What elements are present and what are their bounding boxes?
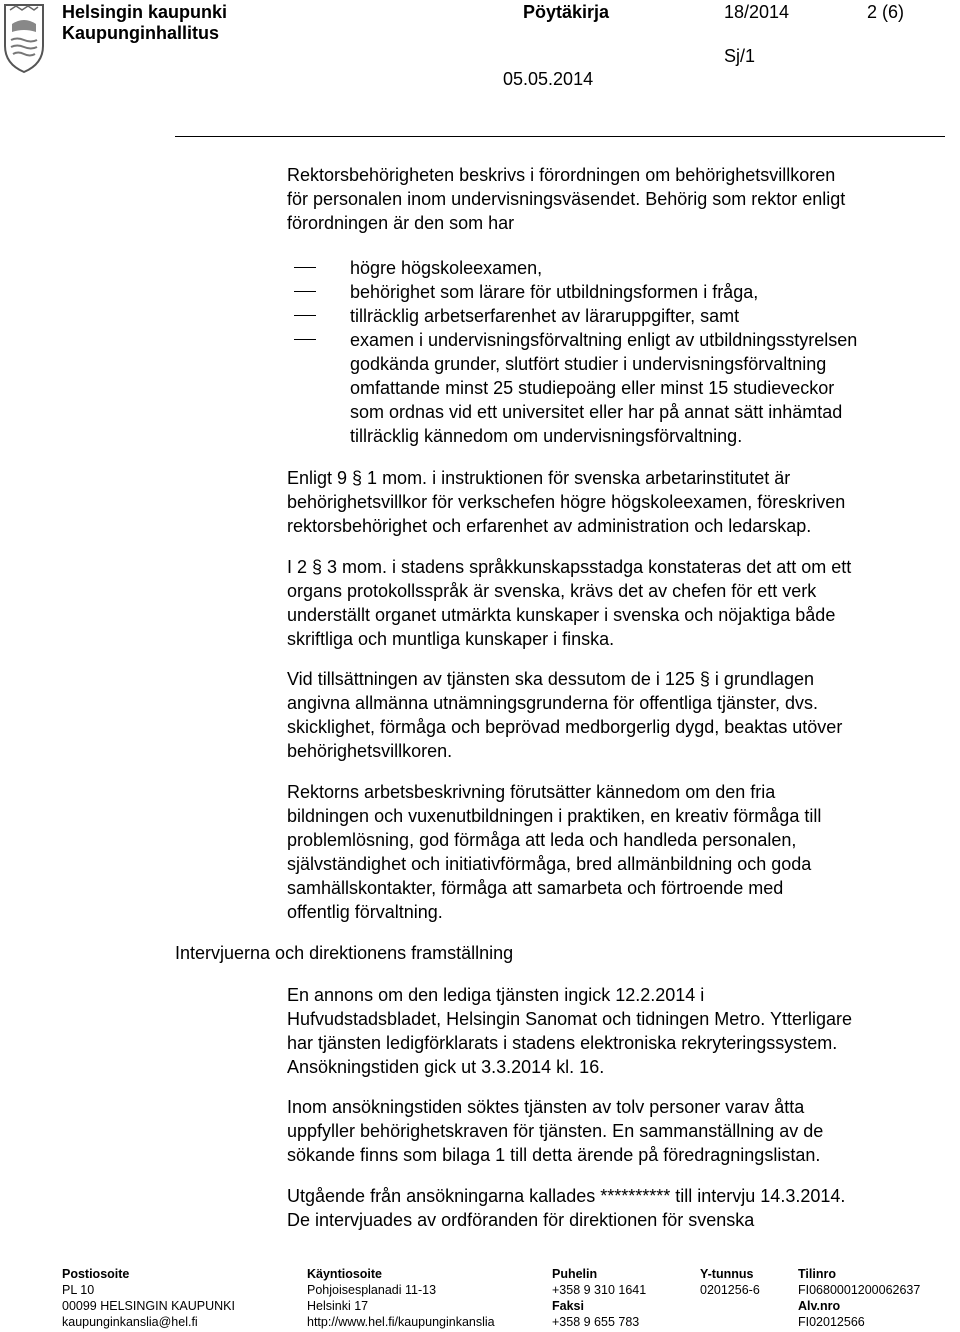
footer-label: Alv.nro bbox=[798, 1299, 841, 1313]
footer-label: Puhelin bbox=[552, 1267, 598, 1281]
list-item-text: godkända grunder, slutfört studier i undervisningsförvaltning bbox=[350, 354, 827, 374]
text-line: Enligt 9 § 1 mom. i instruktionen för svenska arbetarinstitutet är bbox=[287, 468, 791, 488]
text-line: Vid tillsättningen av tjänsten ska dessutom de i 125 § i grundlagen bbox=[287, 669, 815, 689]
dash-icon bbox=[294, 339, 316, 340]
footer-label: Käyntiosoite bbox=[307, 1267, 383, 1281]
header-org: Helsingin kaupunki bbox=[62, 2, 228, 22]
text-line: har tjänsten ledigförklarats i stadens elektroniska rekryteringssystem. bbox=[287, 1033, 838, 1053]
list-item-text: tillräcklig kännedom om undervisningsförvaltning. bbox=[350, 426, 743, 446]
paragraph-6 bbox=[287, 983, 852, 1079]
paragraph-1 bbox=[287, 163, 845, 235]
footer-value: FI0680001200062637 bbox=[798, 1283, 921, 1297]
footer-value: Pohjoisesplanadi 11-13 bbox=[307, 1283, 437, 1297]
footer-account bbox=[798, 1266, 920, 1330]
text-line: De intervjuades av ordföranden för direktionen för svenska bbox=[287, 1210, 755, 1230]
text-line: Rektorsbehörigheten beskrivs i förordningen om behörighetsvillkoren bbox=[287, 165, 836, 185]
requirements-list bbox=[287, 256, 857, 448]
footer-value: Helsinki 17 bbox=[307, 1299, 369, 1313]
text-line: problemlösning, god förmåga att leda och handleda personalen, bbox=[287, 830, 797, 850]
list-item-continuation bbox=[287, 352, 857, 376]
list-item bbox=[287, 328, 857, 352]
text-line: sökande finns som bilaga 1 till detta ärende på föredragningslistan. bbox=[287, 1145, 821, 1165]
text-line: I 2 § 3 mom. i stadens språkkunskapsstadga konstateras det att om ett bbox=[287, 557, 852, 577]
header-rule bbox=[175, 136, 945, 137]
text-line: Hufvudstadsbladet, Helsingin Sanomat och tidningen Metro. Ytterligare bbox=[287, 1009, 852, 1029]
list-item-text: behörighet som lärare för utbildningsformen i fråga, bbox=[350, 282, 759, 302]
paragraph-3 bbox=[287, 555, 851, 651]
header-item: Sj/1 bbox=[724, 46, 756, 66]
list-item-text: som ordnas vid ett universitet eller har på annat sätt inhämtad bbox=[350, 402, 843, 422]
text-line: bildningen och vuxenutbildningen i praktiken, en kreativ förmåga till bbox=[287, 806, 822, 826]
text-line: Utgående från ansökningarna kallades ********** till intervju 14.3.2014. bbox=[287, 1186, 846, 1206]
text-line: för personalen inom undervisningsväsendet. Behörig som rektor enligt bbox=[287, 189, 846, 209]
text-line: organs protokollsspråk är svenska, krävs det av chefen för ett verk bbox=[287, 581, 817, 601]
text-line: offentlig förvaltning. bbox=[287, 902, 443, 922]
footer-url: http://www.hel.fi/kaupunginkanslia bbox=[307, 1315, 495, 1329]
footer-label: Y-tunnus bbox=[700, 1267, 754, 1281]
list-item bbox=[287, 256, 857, 280]
text-line: En annons om den lediga tjänsten ingick 12.2.2014 i bbox=[287, 985, 705, 1005]
footer-value: +358 9 655 783 bbox=[552, 1315, 640, 1329]
text-line: rektorsbehörighet och erfarenhet av administration och ledarskap. bbox=[287, 516, 812, 536]
helsinki-crest-icon bbox=[2, 2, 46, 74]
footer-value: FI02012566 bbox=[798, 1315, 865, 1329]
footer-label: Postiosoite bbox=[62, 1267, 130, 1281]
footer-email: kaupunginkanslia@hel.fi bbox=[62, 1315, 198, 1329]
text-line: självständighet och initiativförmåga, bred allmänbildning och goda bbox=[287, 854, 812, 874]
paragraph-2 bbox=[287, 466, 845, 538]
footer-value: +358 9 310 1641 bbox=[552, 1283, 647, 1297]
text-line: Ansökningstiden gick ut 3.3.2014 kl. 16. bbox=[287, 1057, 605, 1077]
paragraph-5 bbox=[287, 780, 821, 924]
list-item-text: högre högskoleexamen, bbox=[350, 258, 543, 278]
text-line: skriftliga och muntliga kunskaper i finska. bbox=[287, 629, 615, 649]
list-item bbox=[287, 304, 857, 328]
footer-value: PL 10 bbox=[62, 1283, 95, 1297]
footer-value: 0201256-6 bbox=[700, 1283, 760, 1297]
footer-label: Faksi bbox=[552, 1299, 584, 1313]
text-line: behörighetsvillkor för verkschefen högre högskoleexamen, föreskriven bbox=[287, 492, 846, 512]
text-line: uppfyller behörighetskraven för tjänsten. En sammanställning av de bbox=[287, 1121, 824, 1141]
header-doc-type: Pöytäkirja bbox=[523, 2, 610, 22]
list-item-continuation bbox=[287, 400, 857, 424]
footer-visiting bbox=[307, 1266, 495, 1330]
paragraph-4 bbox=[287, 667, 842, 763]
list-item-text: omfattande minst 25 studiepoäng eller minst 15 studieveckor bbox=[350, 378, 835, 398]
text-line: förordningen är den som har bbox=[287, 213, 515, 233]
paragraph-7 bbox=[287, 1095, 823, 1167]
text-line: samhällskontakter, förmåga att samarbeta och förtroende med bbox=[287, 878, 784, 898]
footer-business-id bbox=[700, 1266, 760, 1298]
dash-icon bbox=[294, 267, 316, 268]
header-number: 18/2014 bbox=[724, 2, 790, 22]
list-item-text: examen i undervisningsförvaltning enligt av utbildningsstyrelsen bbox=[350, 330, 858, 350]
footer-value: 00099 HELSINGIN KAUPUNKI bbox=[62, 1299, 235, 1313]
dash-icon bbox=[294, 315, 316, 316]
header-body: Kaupunginhallitus bbox=[62, 23, 219, 43]
list-item-continuation bbox=[287, 376, 857, 400]
footer-label: Tilinro bbox=[798, 1267, 836, 1281]
text-line: skicklighet, förmåga och beprövad medborgerlig dygd, beaktas utöver bbox=[287, 717, 843, 737]
paragraph-8 bbox=[287, 1184, 845, 1232]
list-item-text: tillräcklig arbetserfarenhet av läraruppgifter, samt bbox=[350, 306, 740, 326]
header-date: 05.05.2014 bbox=[503, 69, 594, 89]
header-page: 2 (6) bbox=[867, 2, 905, 22]
text-line: underställt organet utmärkta kunskaper i svenska och nöjaktiga både bbox=[287, 605, 836, 625]
footer-postal bbox=[62, 1266, 235, 1330]
text-line: Rektorns arbetsbeskrivning förutsätter kännedom om den fria bbox=[287, 782, 776, 802]
dash-icon bbox=[294, 291, 316, 292]
list-item-continuation bbox=[287, 424, 857, 448]
section-heading: Intervjuerna och direktionens framställning bbox=[175, 943, 514, 963]
footer-phone bbox=[552, 1266, 646, 1330]
text-line: angivna allmänna utnämningsgrunderna för offentliga tjänster, dvs. bbox=[287, 693, 819, 713]
text-line: Inom ansökningstiden söktes tjänsten av tolv personer varav åtta bbox=[287, 1097, 805, 1117]
text-line: behörighetsvillkoren. bbox=[287, 741, 453, 761]
list-item bbox=[287, 280, 857, 304]
